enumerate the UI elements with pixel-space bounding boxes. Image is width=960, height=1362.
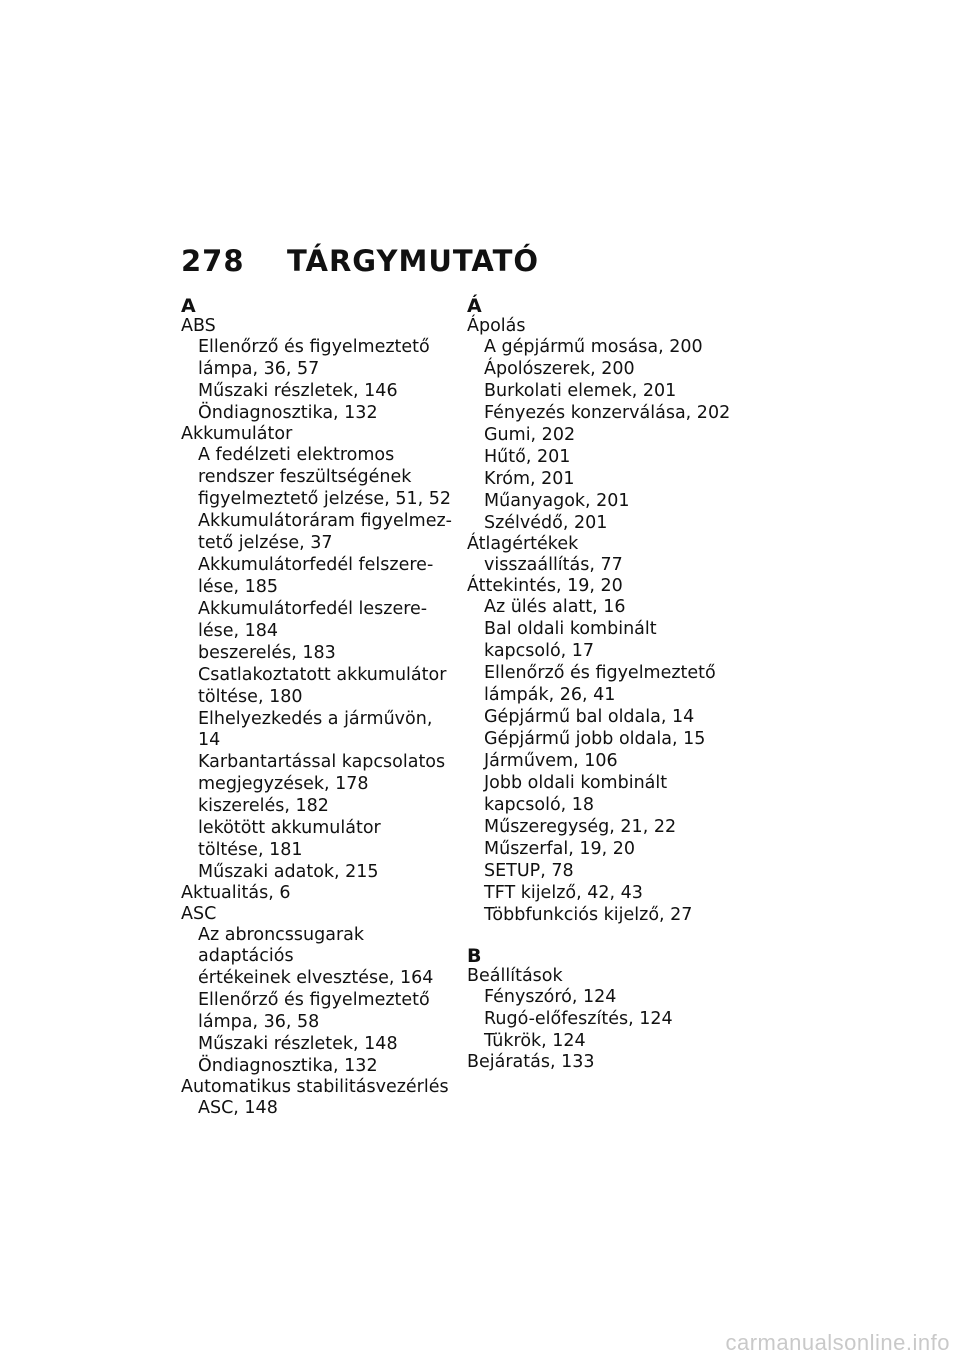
index-subentry-line: Öndiagnosztika, 132 (198, 403, 378, 423)
index-subentry-line: Járművem, 106 (484, 751, 618, 771)
index-term: Akkumulátor (181, 424, 293, 444)
index-subentry (181, 403, 453, 424)
index-subentry-line: Tükrök, 124 (484, 1031, 586, 1051)
index-subentry (467, 447, 737, 468)
index-subentry (467, 619, 737, 662)
index-subentry (467, 337, 737, 358)
index-subentry-line: Ellenőrző és figyelmeztető (484, 663, 716, 683)
index-subentry-line: értékeinek elvesztése, 164 (198, 968, 434, 988)
index-subentry-line: töltése, 181 (198, 840, 303, 860)
page-number: 278 (181, 244, 245, 278)
index-subentry (467, 555, 737, 576)
index-subentry (467, 773, 737, 816)
index-term: Beállítások (467, 966, 563, 986)
index-subentry-line: Fényszóró, 124 (484, 987, 617, 1007)
index-subentry-line: Akkumulátorfedél leszere- (198, 599, 428, 619)
index-subentry-line: lekötött akkumulátor (198, 818, 381, 838)
index-subentry-line: beszerelés, 183 (198, 643, 336, 663)
index-subentry (181, 925, 453, 989)
index-subentry (467, 663, 737, 706)
index-column-left (181, 296, 453, 1119)
index-subentry-line: lámpák, 26, 41 (484, 685, 616, 705)
index-subentry (467, 425, 737, 446)
index-subentry-line: Elhelyezkedés a járművön, 14 (198, 709, 433, 750)
index-letter: B (467, 945, 482, 967)
index-subentry-line: A fedélzeti elektromos (198, 445, 395, 465)
index-subentry (467, 987, 737, 1008)
index-subentry-line: Rugó-előfeszítés, 124 (484, 1009, 673, 1029)
index-subentry-line: figyelmeztető jelzése, 51, 52 (198, 489, 451, 509)
index-subentry-line: visszaállítás, 77 (484, 555, 623, 575)
index-subentry-line: ASC, 148 (198, 1098, 278, 1118)
page-title: TÁRGYMUTATÓ (287, 244, 540, 278)
index-subentry-line: Műszaki adatok, 215 (198, 862, 379, 882)
index-subentry-line: Ellenőrző és figyelmeztető (198, 337, 430, 357)
index-subentry-line: Csatlakoztatott akkumulátor (198, 665, 447, 685)
index-letter: Á (467, 295, 482, 317)
index-subentry (467, 751, 737, 772)
index-term: Automatikus stabilitásvezérlés (181, 1077, 449, 1097)
index-subentry-line: SETUP, 78 (484, 861, 574, 881)
index-letter: A (181, 295, 196, 317)
index-subentry-line: Műszaki részletek, 148 (198, 1034, 398, 1054)
index-subentry-line: Gépjármű jobb oldala, 15 (484, 729, 706, 749)
index-subentry-line: lámpa, 36, 57 (198, 359, 320, 379)
index-subentry (181, 990, 453, 1033)
index-column-right (467, 296, 737, 1073)
index-subentry (181, 818, 453, 861)
index-subentry (181, 643, 453, 664)
index-subentry (467, 905, 737, 926)
index-subentry (181, 511, 453, 554)
index-subentry-line: Jobb oldali kombinált (484, 773, 668, 793)
index-subentry-line: Többfunkciós kijelző, 27 (484, 905, 693, 925)
index-subentry (467, 469, 737, 490)
index-subentry (467, 729, 737, 750)
index-subentry (467, 597, 737, 618)
index-subentry-line: Karbantartással kapcsolatos (198, 752, 446, 772)
index-subentry (467, 1009, 737, 1030)
index-subentry (181, 555, 453, 598)
index-subentry-line: Műszeregység, 21, 22 (484, 817, 677, 837)
index-term: Ápolás (467, 316, 526, 336)
index-term: ASC (181, 904, 217, 924)
index-subentry (467, 381, 737, 402)
index-subentry (181, 1098, 453, 1119)
index-subentry-line: Bal oldali kombinált (484, 619, 657, 639)
index-subentry-line: Ellenőrző és figyelmeztető (198, 990, 430, 1010)
index-subentry-line: Szélvédő, 201 (484, 513, 608, 533)
index-subentry-line: tető jelzése, 37 (198, 533, 333, 553)
index-subentry-line: Króm, 201 (484, 469, 575, 489)
index-subentry (467, 883, 737, 904)
index-subentry-line: rendszer feszültségének (198, 467, 412, 487)
index-subentry-line: Fényezés konzerválása, 202 (484, 403, 731, 423)
index-subentry-line: A gépjármű mosása, 200 (484, 337, 703, 357)
index-subentry-line: lése, 184 (198, 621, 279, 641)
index-subentry-line: Ápolószerek, 200 (484, 359, 635, 379)
index-term: ABS (181, 316, 216, 336)
index-subentry-line: töltése, 180 (198, 687, 303, 707)
index-subentry-line: Gépjármű bal oldala, 14 (484, 707, 695, 727)
index-subentry-line: Hűtő, 201 (484, 447, 571, 467)
watermark: carmanualsonline.info (725, 1330, 950, 1355)
index-subentry-line: TFT kijelző, 42, 43 (484, 883, 643, 903)
index-subentry (467, 403, 737, 424)
index-term: Bejáratás, 133 (467, 1052, 595, 1072)
index-subentry-line: Öndiagnosztika, 132 (198, 1056, 378, 1076)
index-subentry-line: Burkolati elemek, 201 (484, 381, 677, 401)
index-subentry (467, 1031, 737, 1052)
index-subentry (467, 707, 737, 728)
index-subentry (181, 381, 453, 402)
index-subentry-line: lámpa, 36, 58 (198, 1012, 320, 1032)
index-term: Áttekintés, 19, 20 (467, 576, 623, 596)
index-subentry (181, 796, 453, 817)
index-subentry (181, 752, 453, 795)
index-subentry (467, 817, 737, 838)
index-subentry (181, 862, 453, 883)
index-subentry-line: Akkumulátorfedél felszere- (198, 555, 434, 575)
index-subentry (181, 445, 453, 510)
index-subentry-line: Műanyagok, 201 (484, 491, 630, 511)
index-term: Aktualitás, 6 (181, 883, 291, 903)
index-subentry-line: Az ülés alatt, 16 (484, 597, 626, 617)
index-subentry-line: Műszerfal, 19, 20 (484, 839, 635, 859)
index-subentry-line: Akkumulátoráram figyelmez- (198, 511, 452, 531)
index-subentry (467, 359, 737, 380)
index-subentry (467, 513, 737, 534)
index-subentry-line: Az abroncssugarak adaptációs (198, 925, 364, 966)
index-subentry-line: megjegyzések, 178 (198, 774, 369, 794)
page-header (181, 244, 539, 278)
index-subentry (181, 1056, 453, 1077)
index-subentry-line: kapcsoló, 17 (484, 641, 595, 661)
index-subentry (181, 599, 453, 642)
index-subentry (467, 861, 737, 882)
index-subentry-line: lése, 185 (198, 577, 279, 597)
index-subentry-line: kiszerelés, 182 (198, 796, 329, 816)
index-subentry (467, 491, 737, 512)
index-subentry-line: kapcsoló, 18 (484, 795, 595, 815)
index-subentry (181, 665, 453, 708)
index-term: Átlagértékek (467, 534, 579, 554)
index-subentry (181, 337, 453, 380)
index-subentry-line: Műszaki részletek, 146 (198, 381, 398, 401)
index-subentry (181, 1034, 453, 1055)
index-subentry (181, 709, 453, 751)
index-subentry (467, 839, 737, 860)
section-gap (467, 926, 737, 946)
index-subentry-line: Gumi, 202 (484, 425, 576, 445)
